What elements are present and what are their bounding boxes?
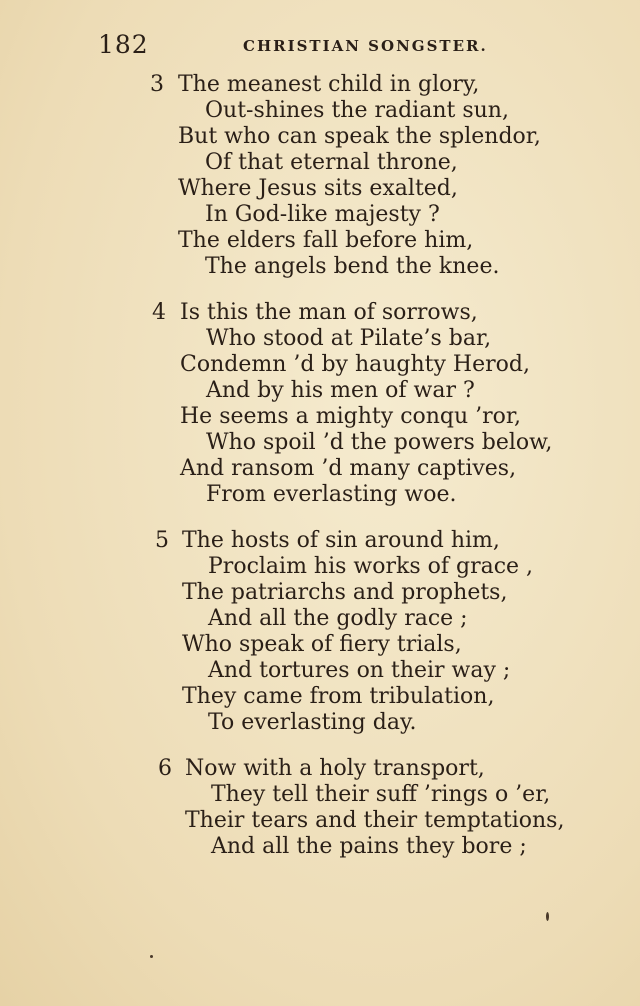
- verse-line: And by his men of war ?: [206, 378, 475, 403]
- verse-line: Of that eternal throne,: [205, 150, 458, 175]
- verse-line: He seems a mighty conqu ’ror,: [180, 404, 522, 429]
- verse-line: Now with a holy transport,: [185, 756, 485, 781]
- verse-number: 3: [150, 72, 164, 97]
- verse-line: Where Jesus sits exalted,: [178, 176, 458, 201]
- verse-line: And ransom ’d many captives,: [180, 456, 517, 481]
- verse-line: The hosts of sin around him,: [182, 528, 500, 553]
- verse-line: Who stood at Pilate’s bar,: [206, 326, 492, 351]
- verse-line: To everlasting day.: [208, 710, 417, 735]
- verse-line: Is this the man of sorrows,: [180, 300, 478, 325]
- verse-number: 4: [152, 300, 166, 325]
- verse-line: And all the pains they bore ;: [211, 834, 527, 859]
- verse-line: Proclaim his works of grace ,: [208, 554, 534, 579]
- verse-line: Their tears and their temptations,: [185, 808, 565, 833]
- verse-line: The meanest child in glory,: [178, 72, 480, 97]
- verse-line: Out-shines the radiant sun,: [205, 98, 509, 123]
- ink-speck: [150, 955, 153, 958]
- verse-line: They came from tribulation,: [182, 684, 495, 709]
- verse-line: The patriarchs and prophets,: [182, 580, 508, 605]
- verse-line: And tortures on their way ;: [208, 658, 511, 683]
- verse-line: They tell their suff ’rings o ’er,: [211, 782, 551, 807]
- verse-number: 6: [158, 756, 172, 781]
- verse-line: Who speak of fiery trials,: [182, 632, 462, 657]
- verse-number: 5: [155, 528, 169, 553]
- verse-line: But who can speak the splendor,: [178, 124, 541, 149]
- verse-line: Condemn ’d by haughty Herod,: [180, 352, 530, 377]
- ink-speck: [546, 912, 549, 921]
- verse-line: The angels bend the knee.: [205, 254, 500, 279]
- page-header: [0, 30, 640, 60]
- verse-line: In God-like majesty ?: [205, 202, 440, 227]
- verse-line: The elders fall before him,: [178, 228, 474, 253]
- verse-line: Who spoil ’d the powers below,: [206, 430, 553, 455]
- running-title: CHRISTIAN SONGSTER.: [243, 37, 488, 55]
- verse-line: From everlasting woe.: [206, 482, 457, 507]
- page-number: 182: [98, 30, 149, 59]
- verse-line: And all the godly race ;: [208, 606, 468, 631]
